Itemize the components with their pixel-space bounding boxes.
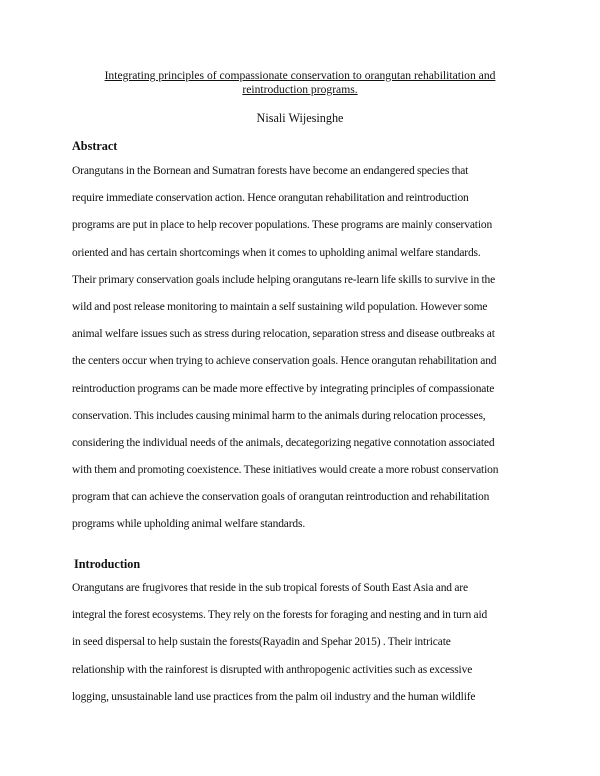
abstract-line: programs while upholding animal welfare standards. <box>72 518 306 531</box>
introduction-line: logging, unsustainable land use practices from the palm oil industry and the human wildlife <box>72 690 476 703</box>
introduction-line: integral the forest ecosystems. They rely on the forests for foraging and nesting and in turn aid <box>72 609 488 622</box>
introduction-line: Orangutans are frugivores that reside in the sub tropical forests of South East Asia and are <box>72 582 468 594</box>
abstract-line: require immediate conservation action. Hence orangutan rehabilitation and reintroduction <box>72 192 469 205</box>
paper-title <box>90 69 510 96</box>
author-name: Nisali Wijesinghe <box>256 111 344 125</box>
abstract-line: reintroduction programs can be made more effective by integrating principles of compassionate <box>72 382 495 395</box>
paper-title-line: Integrating principles of compassionate conservation to orangutan rehabilitation and <box>104 69 496 82</box>
introduction-line: relationship with the rainforest is disrupted with anthropogenic activities such as excessive <box>72 663 473 676</box>
abstract-line: Orangutans in the Bornean and Sumatran forests have become an endangered species that <box>72 165 469 177</box>
paper-title-line: reintroduction programs. <box>242 82 358 96</box>
abstract-line: oriented and has certain shortcomings when it comes to upholding animal welfare standards. <box>72 246 481 259</box>
abstract-line: with them and promoting coexistence. These initiatives would create a more robust conservation <box>72 464 499 477</box>
abstract-line: the centers occur when trying to achieve conservation goals. Hence orangutan rehabilitation and <box>72 355 497 368</box>
abstract-line: conservation. This includes causing minimal harm to the animals during relocation processes, <box>72 409 486 422</box>
introduction-heading: Introduction <box>74 557 141 571</box>
abstract-heading: Abstract <box>72 139 118 153</box>
abstract-line: wild and post release monitoring to maintain a self sustaining wild population. However some <box>72 300 488 313</box>
abstract-line: program that can achieve the conservation goals of orangutan reintroduction and rehabilitation <box>72 491 490 504</box>
abstract-line: Their primary conservation goals include helping orangutans re-learn life skills to survive in the <box>72 273 496 286</box>
abstract-line: programs are put in place to help recover populations. These programs are mainly conservation <box>72 219 493 232</box>
abstract-body <box>72 158 542 539</box>
abstract-line: animal welfare issues such as stress during relocation, separation stress and disease outbreaks at <box>72 328 495 341</box>
abstract-line: considering the individual needs of the animals, decategorizing negative connotation associated <box>72 436 495 449</box>
introduction-line: in seed dispersal to help sustain the forests(Rayadin and Spehar 2015) . Their intricate <box>72 636 451 649</box>
introduction-body <box>72 575 542 711</box>
